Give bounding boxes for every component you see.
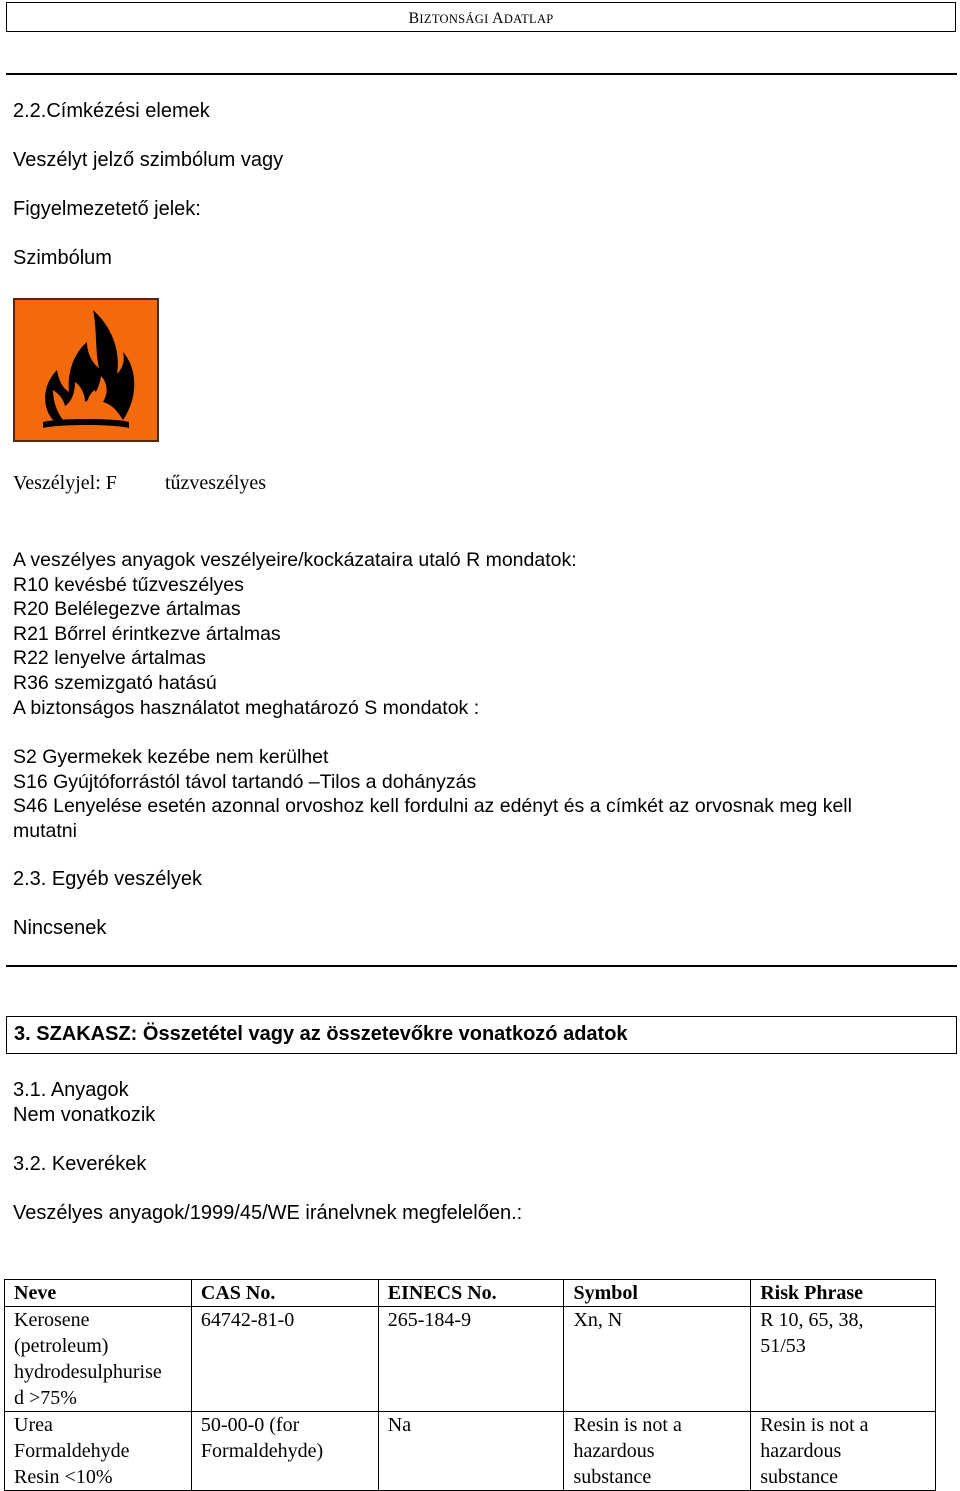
table-row xyxy=(5,1307,936,1412)
section-2-3-text: Nincsenek xyxy=(13,917,107,939)
cell-line: (petroleum) xyxy=(14,1335,109,1357)
column-header: CAS No. xyxy=(191,1280,378,1307)
s-phrases-intro: A biztonságos használatot meghatározó S mondatok : xyxy=(13,697,480,719)
section-3-2-text: Veszélyes anyagok/1999/45/WE iránelvnek megfelelően.: xyxy=(13,1202,523,1224)
cell-line: hydrodesulphurise xyxy=(14,1361,162,1383)
composition-table xyxy=(4,1279,936,1491)
section-3-2-heading: 3.2. Keverékek xyxy=(13,1153,147,1175)
table-cell xyxy=(191,1412,378,1491)
table-cell xyxy=(751,1307,936,1412)
section-2-2-heading: 2.2.Címkézési elemek xyxy=(13,100,210,122)
section-3-title: 3. SZAKASZ: Összetétel vagy az összetevőkre vonatkozó adatok xyxy=(14,1023,628,1045)
table-cell xyxy=(564,1307,751,1412)
cell-line: substance xyxy=(760,1466,838,1488)
table-cell xyxy=(191,1307,378,1412)
section-3-1-heading: 3.1. Anyagok xyxy=(13,1079,129,1101)
table-cell xyxy=(5,1412,192,1491)
table-cell xyxy=(5,1307,192,1412)
cell-line: Xn, N xyxy=(573,1309,623,1331)
label-line-2: Figyelmezetető jelek: xyxy=(13,198,201,220)
cell-line: R 10, 65, 38, xyxy=(760,1309,864,1331)
cell-line: Formaldehyde) xyxy=(200,1440,324,1462)
flame-pictogram-icon xyxy=(13,298,159,442)
label-line-1: Veszélyt jelző szimbólum vagy xyxy=(13,149,284,171)
document-header xyxy=(6,2,956,32)
s-phrase: S16 Gyújtóforrástól távol tartandó –Tilos a dohányzás xyxy=(13,771,477,793)
section-divider xyxy=(6,965,957,967)
title-part: A xyxy=(491,10,504,27)
section-3-title-box xyxy=(6,1016,957,1054)
hazard-sign-text: tűzveszélyes xyxy=(165,472,267,494)
cell-line: 51/53 xyxy=(760,1335,806,1357)
column-header: Symbol xyxy=(564,1280,751,1307)
table-cell xyxy=(378,1307,564,1412)
cell-line: 50-00-0 (for xyxy=(200,1414,300,1436)
table-row xyxy=(5,1412,936,1491)
column-header: Risk Phrase xyxy=(751,1280,936,1307)
cell-line: Kerosene xyxy=(14,1309,90,1331)
r-phrase: R36 szemizgató hatású xyxy=(13,672,217,694)
s-phrase: S2 Gyermekek kezébe nem kerülhet xyxy=(13,746,329,768)
cell-line: Resin is not a xyxy=(573,1414,682,1436)
column-header: EINECS No. xyxy=(378,1280,564,1307)
table-header-row xyxy=(5,1280,936,1307)
cell-line: Resin <10% xyxy=(14,1466,113,1488)
s-phrase-continuation: mutatni xyxy=(13,820,77,842)
cell-line: Na xyxy=(387,1414,412,1436)
table-cell xyxy=(751,1412,936,1491)
column-header: Neve xyxy=(5,1280,192,1307)
r-phrases-intro: A veszélyes anyagok veszélyeire/kockázataira utaló R mondatok: xyxy=(13,549,577,571)
cell-line: 265-184-9 xyxy=(387,1309,472,1331)
cell-line: hazardous xyxy=(760,1440,842,1462)
r-phrase: R22 lenyelve ártalmas xyxy=(13,647,206,669)
section-3-1-text: Nem vonatkozik xyxy=(13,1104,156,1126)
r-phrase: R21 Bőrrel érintkezve ártalmas xyxy=(13,623,281,645)
title-part: B xyxy=(408,10,420,27)
cell-line: 64742-81-0 xyxy=(200,1309,295,1331)
cell-line: substance xyxy=(573,1466,652,1488)
hazard-sign-label: Veszélyjel: F xyxy=(13,472,117,494)
cell-line: Formaldehyde xyxy=(14,1440,130,1462)
table-cell xyxy=(564,1412,751,1491)
document-title xyxy=(7,10,955,28)
symbol-label: Szimbólum xyxy=(13,247,112,269)
header-divider xyxy=(6,73,957,75)
cell-line: Urea xyxy=(14,1414,53,1436)
s-phrase: S46 Lenyelése esetén azonnal orvoshoz kell fordulni az edényt és a címkét az orvosnak meg kell xyxy=(13,795,852,817)
cell-line: hazardous xyxy=(573,1440,655,1462)
section-2-3-heading: 2.3. Egyéb veszélyek xyxy=(13,868,202,890)
title-part: IZTONSÁGI xyxy=(419,12,492,26)
table-cell xyxy=(378,1412,564,1491)
r-phrase: R10 kevésbé tűzveszélyes xyxy=(13,574,244,596)
r-phrase: R20 Belélegezve ártalmas xyxy=(13,598,241,620)
title-part: DATLAP xyxy=(503,12,554,26)
cell-line: d >75% xyxy=(14,1387,77,1409)
cell-line: Resin is not a xyxy=(760,1414,869,1436)
